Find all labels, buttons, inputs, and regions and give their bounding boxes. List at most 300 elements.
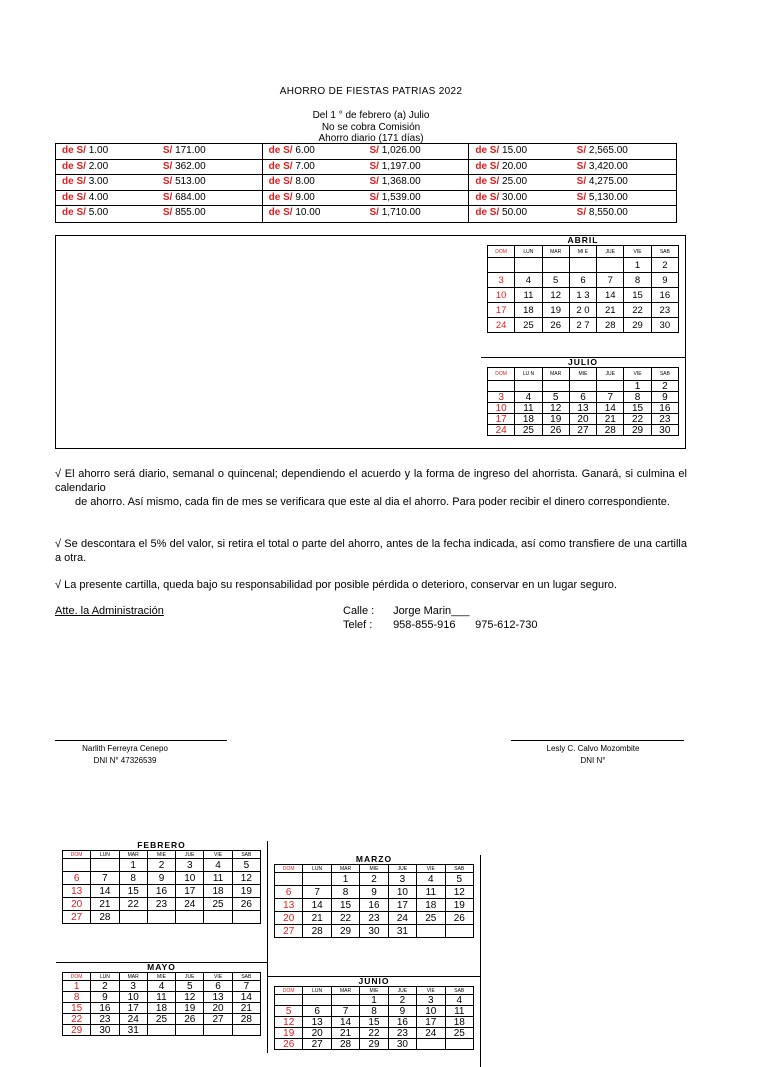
total-amount-value: 855.00 xyxy=(175,207,206,219)
day-cell: 8 xyxy=(331,886,359,899)
day-cell: 11 xyxy=(417,886,445,899)
day-cell: 29 xyxy=(63,1025,91,1036)
total-amount xyxy=(366,191,469,206)
day-cell: 17 xyxy=(488,414,515,425)
day-cell: 18 xyxy=(515,303,542,318)
total-amount-value: 8,550.00 xyxy=(588,207,628,219)
total-amount-label: S/ xyxy=(162,160,173,172)
day-cell: 8 xyxy=(360,1006,388,1017)
day-cell: 6 xyxy=(303,1006,331,1017)
day-cell xyxy=(204,1025,232,1036)
day-cell: 6 xyxy=(275,886,303,899)
day-cell: 2 xyxy=(651,381,678,392)
total-amount-value: 513.00 xyxy=(175,176,206,188)
day-cell: 26 xyxy=(275,1039,303,1050)
daily-amount xyxy=(263,175,366,190)
day-cell: 28 xyxy=(232,1014,260,1025)
total-amount-label: S/ xyxy=(162,176,173,188)
day-cell: 4 xyxy=(445,995,473,1006)
day-cell: 18 xyxy=(147,1003,175,1014)
daily-amount-value: 3.00 xyxy=(88,176,109,188)
contact-street xyxy=(343,605,470,617)
day-cell: 31 xyxy=(388,925,416,938)
day-cell: 23 xyxy=(651,303,678,318)
weekday-header-row xyxy=(488,368,679,381)
weekday-header-row xyxy=(275,987,474,995)
day-cell: 14 xyxy=(597,403,624,414)
week-row xyxy=(63,898,261,911)
day-cell: 14 xyxy=(331,1017,359,1028)
savings-option xyxy=(469,191,676,206)
day-cell: 16 xyxy=(91,1003,119,1014)
day-cell: 19 xyxy=(445,899,473,912)
weekday-header: SAB xyxy=(445,987,473,995)
day-cell: 11 xyxy=(147,992,175,1003)
week-row xyxy=(275,912,474,925)
day-cell: 25 xyxy=(204,898,232,911)
day-cell xyxy=(63,859,91,872)
day-cell: 17 xyxy=(488,303,515,318)
day-cell: 22 xyxy=(624,414,651,425)
day-cell: 15 xyxy=(624,288,651,303)
day-cell: 19 xyxy=(275,1028,303,1039)
month-calendar-abril xyxy=(481,236,685,358)
week-row xyxy=(488,258,679,273)
day-cell: 8 xyxy=(119,872,147,885)
day-cell: 9 xyxy=(651,392,678,403)
day-cell xyxy=(275,995,303,1006)
day-cell: 22 xyxy=(331,912,359,925)
daily-amount-label: de S/ xyxy=(62,191,86,203)
total-amount-value: 1,368.00 xyxy=(381,176,421,188)
day-cell: 25 xyxy=(515,318,542,333)
daily-amount xyxy=(56,191,159,206)
day-cell: 25 xyxy=(445,1028,473,1039)
day-cell: 2 xyxy=(651,258,678,273)
daily-amount xyxy=(56,144,159,159)
weekday-header-row xyxy=(275,865,474,873)
day-cell: 29 xyxy=(331,925,359,938)
day-cell: 27 xyxy=(63,911,91,924)
total-amount xyxy=(366,144,469,159)
daily-amount xyxy=(263,160,366,175)
week-row xyxy=(275,886,474,899)
day-cell: 30 xyxy=(651,318,678,333)
day-cell: 6 xyxy=(63,872,91,885)
day-cell: 17 xyxy=(119,1003,147,1014)
savings-option xyxy=(56,206,263,222)
month-name: JUNIO xyxy=(358,976,390,986)
day-cell: 11 xyxy=(515,403,542,414)
week-row xyxy=(63,1025,261,1036)
total-amount xyxy=(366,160,469,175)
weekday-header: MAR xyxy=(119,973,147,981)
daily-amount-value: 2.00 xyxy=(88,160,109,172)
total-amount-label: S/ xyxy=(369,207,379,219)
day-cell xyxy=(176,911,204,924)
day-cell: 11 xyxy=(515,288,542,303)
day-cell: 7 xyxy=(91,872,119,885)
weekday-header: MAR xyxy=(331,987,359,995)
day-cell: 30 xyxy=(388,1039,416,1050)
savings-row xyxy=(56,160,676,176)
week-row xyxy=(63,859,261,872)
day-cell xyxy=(445,1039,473,1050)
daily-amount-value: 30.00 xyxy=(502,191,528,203)
day-cell xyxy=(232,1025,260,1036)
weekday-header: MAR xyxy=(331,865,359,873)
weekday-header: LUN xyxy=(303,865,331,873)
check-icon: √ xyxy=(55,579,62,591)
daily-amount xyxy=(469,191,572,206)
month-table xyxy=(487,245,679,333)
day-cell: 26 xyxy=(445,912,473,925)
day-cell: 8 xyxy=(624,392,651,403)
total-amount-label: S/ xyxy=(162,207,173,219)
total-amount-value: 362.00 xyxy=(175,160,206,172)
daily-amount xyxy=(469,206,572,222)
week-row xyxy=(488,273,679,288)
day-cell: 12 xyxy=(232,872,260,885)
weekday-header: MAR xyxy=(542,246,569,258)
week-row xyxy=(63,911,261,924)
daily-amount-value: 1.00 xyxy=(88,145,109,156)
note-daily xyxy=(55,467,687,509)
weekday-header: MIE xyxy=(147,973,175,981)
day-cell: 3 xyxy=(488,392,515,403)
day-cell: 19 xyxy=(232,885,260,898)
day-cell xyxy=(597,258,624,273)
daily-amount-label: de S/ xyxy=(475,176,500,188)
week-row xyxy=(275,1039,474,1050)
weekday-header: MIE xyxy=(360,987,388,995)
savings-option xyxy=(469,144,676,159)
savings-option xyxy=(263,144,470,159)
note-discount xyxy=(55,537,687,565)
check-icon: √ xyxy=(55,468,62,480)
day-cell: 21 xyxy=(91,898,119,911)
month-calendar-febrero xyxy=(56,841,268,963)
weekday-header: DOM xyxy=(275,987,303,995)
day-cell: 11 xyxy=(204,872,232,885)
daily-amount-label: de S/ xyxy=(62,160,86,172)
total-amount-label: S/ xyxy=(576,191,587,203)
day-cell: 7 xyxy=(597,392,624,403)
weekday-header: MIE xyxy=(360,865,388,873)
total-amount-value: 1,026.00 xyxy=(381,145,421,156)
month-name: JULIO xyxy=(567,357,599,367)
day-cell: 5 xyxy=(232,859,260,872)
day-cell: 25 xyxy=(417,912,445,925)
day-cell: 29 xyxy=(360,1039,388,1050)
day-cell: 6 xyxy=(569,392,596,403)
day-cell: 28 xyxy=(597,318,624,333)
day-cell: 28 xyxy=(303,925,331,938)
day-cell xyxy=(176,1025,204,1036)
total-amount-value: 1,710.00 xyxy=(381,207,421,219)
total-amount xyxy=(366,175,469,190)
day-cell: 25 xyxy=(147,1014,175,1025)
month-table xyxy=(62,972,261,1036)
total-amount xyxy=(366,206,469,222)
signature-left xyxy=(55,743,195,767)
day-cell: 27 xyxy=(303,1039,331,1050)
savings-table xyxy=(55,143,677,223)
day-cell: 9 xyxy=(147,872,175,885)
day-cell: 1 xyxy=(624,381,651,392)
day-cell: 24 xyxy=(488,318,515,333)
weekday-header: JUE xyxy=(176,851,204,859)
total-amount xyxy=(573,144,676,159)
day-cell: 24 xyxy=(417,1028,445,1039)
weekday-header: JUE xyxy=(597,246,624,258)
day-cell: 12 xyxy=(176,992,204,1003)
weekday-header: DOM xyxy=(63,973,91,981)
week-row xyxy=(488,414,679,425)
total-amount-label: S/ xyxy=(576,145,587,156)
day-cell: 9 xyxy=(651,273,678,288)
savings-option xyxy=(56,160,263,175)
day-cell: 20 xyxy=(63,898,91,911)
day-cell: 20 xyxy=(275,912,303,925)
day-cell: 21 xyxy=(303,912,331,925)
daily-amount-label: de S/ xyxy=(475,145,500,156)
week-row xyxy=(63,1003,261,1014)
subtitle-block xyxy=(0,110,742,145)
day-cell: 11 xyxy=(445,1006,473,1017)
day-cell: 4 xyxy=(515,273,542,288)
weekday-header: VIE xyxy=(417,987,445,995)
savings-option xyxy=(263,206,470,222)
day-cell: 26 xyxy=(542,318,569,333)
phone-2: 975-612-730 xyxy=(475,619,538,631)
daily-amount-value: 15.00 xyxy=(502,145,528,156)
document-title: AHORRO DE FIESTAS PATRIAS 2022 xyxy=(279,86,463,97)
day-cell: 17 xyxy=(417,1017,445,1028)
weekday-header: JUE xyxy=(176,973,204,981)
day-cell: 17 xyxy=(388,899,416,912)
weekday-header: LUN xyxy=(515,246,542,258)
total-amount xyxy=(159,144,262,159)
total-amount-value: 684.00 xyxy=(175,191,206,203)
day-cell: 22 xyxy=(360,1028,388,1039)
daily-amount xyxy=(469,175,572,190)
month-calendar-marzo xyxy=(268,855,481,977)
month-calendar-junio xyxy=(268,977,481,1067)
total-amount xyxy=(159,206,262,222)
savings-option xyxy=(263,175,470,190)
day-cell: 21 xyxy=(597,303,624,318)
day-cell xyxy=(569,258,596,273)
savings-option xyxy=(469,206,676,222)
total-amount-value: 171.00 xyxy=(175,145,206,156)
day-cell: 3 xyxy=(488,273,515,288)
weekday-header: SAB xyxy=(445,865,473,873)
day-cell: 10 xyxy=(119,992,147,1003)
weekday-header: JUE xyxy=(597,368,624,381)
subtitle-line: Ahorro diario (171 días) xyxy=(318,133,424,144)
weekday-header: JUE xyxy=(388,865,416,873)
note-continuation: de ahorro. Así mismo, cada fin de mes se verificara que este al dia el ahorro. Para poder recibir el dinero correspondiente. xyxy=(75,496,670,508)
day-cell: 20 xyxy=(569,414,596,425)
street-value: Jorge Marin___ xyxy=(393,605,470,617)
day-cell: 13 xyxy=(63,885,91,898)
signer-name: Narlith Ferreyra Cenepo xyxy=(82,744,168,753)
daily-amount-label: de S/ xyxy=(475,191,500,203)
day-cell: 9 xyxy=(91,992,119,1003)
day-cell xyxy=(569,381,596,392)
daily-amount xyxy=(263,144,366,159)
street-label: Calle : xyxy=(343,605,375,617)
daily-amount-value: 10.00 xyxy=(295,207,321,219)
day-cell xyxy=(597,381,624,392)
week-row xyxy=(488,303,679,318)
month-table xyxy=(274,864,474,938)
week-row xyxy=(63,885,261,898)
day-cell: 29 xyxy=(624,318,651,333)
day-cell: 28 xyxy=(331,1039,359,1050)
day-cell: 3 xyxy=(417,995,445,1006)
month-name: ABRIL xyxy=(567,235,599,245)
day-cell: 4 xyxy=(417,873,445,886)
subtitle-line: Del 1 ° de febrero (a) Julio xyxy=(312,110,430,121)
week-row xyxy=(63,981,261,992)
weekday-header-row xyxy=(488,246,679,258)
week-row xyxy=(275,1017,474,1028)
weekday-header: LUN xyxy=(303,987,331,995)
weekday-header: LUN xyxy=(91,851,119,859)
day-cell: 22 xyxy=(63,1014,91,1025)
month-name: MAYO xyxy=(147,962,176,972)
day-cell: 16 xyxy=(388,1017,416,1028)
day-cell: 14 xyxy=(303,899,331,912)
day-cell: 19 xyxy=(176,1003,204,1014)
day-cell: 1 xyxy=(63,981,91,992)
week-row xyxy=(488,425,679,436)
week-row xyxy=(275,995,474,1006)
week-row xyxy=(63,992,261,1003)
day-cell: 10 xyxy=(417,1006,445,1017)
signer-dni: DNI N° 47326539 xyxy=(93,756,157,765)
daily-amount xyxy=(263,206,366,222)
day-cell: 26 xyxy=(232,898,260,911)
day-cell: 25 xyxy=(515,425,542,436)
weekday-header: JUE xyxy=(388,987,416,995)
day-cell: 5 xyxy=(445,873,473,886)
day-cell: 31 xyxy=(119,1025,147,1036)
total-amount-label: S/ xyxy=(576,207,587,219)
day-cell: 19 xyxy=(542,414,569,425)
day-cell: 5 xyxy=(542,392,569,403)
week-row xyxy=(488,318,679,333)
day-cell: 22 xyxy=(624,303,651,318)
week-row xyxy=(63,1014,261,1025)
weekday-header: MIE xyxy=(569,368,596,381)
day-cell: 15 xyxy=(624,403,651,414)
day-cell: 4 xyxy=(204,859,232,872)
day-cell xyxy=(515,381,542,392)
phone-1: 958-855-916 xyxy=(393,619,456,631)
day-cell: 23 xyxy=(651,414,678,425)
day-cell: 24 xyxy=(119,1014,147,1025)
day-cell: 2 7 xyxy=(569,318,596,333)
daily-amount-value: 5.00 xyxy=(88,207,109,219)
daily-amount-label: de S/ xyxy=(268,191,293,203)
day-cell: 2 xyxy=(147,859,175,872)
day-cell: 7 xyxy=(303,886,331,899)
day-cell: 26 xyxy=(176,1014,204,1025)
day-cell: 23 xyxy=(91,1014,119,1025)
week-row xyxy=(63,872,261,885)
weekday-header: SAB xyxy=(232,851,260,859)
administration-signoff: Atte. la Administración xyxy=(55,605,164,617)
day-cell: 30 xyxy=(651,425,678,436)
day-cell: 2 xyxy=(388,995,416,1006)
day-cell: 6 xyxy=(569,273,596,288)
day-cell: 10 xyxy=(388,886,416,899)
day-cell: 27 xyxy=(275,925,303,938)
day-cell xyxy=(232,911,260,924)
day-cell: 12 xyxy=(275,1017,303,1028)
day-cell: 12 xyxy=(542,288,569,303)
day-cell: 21 xyxy=(232,1003,260,1014)
day-cell: 15 xyxy=(360,1017,388,1028)
day-cell: 19 xyxy=(542,303,569,318)
day-cell xyxy=(331,995,359,1006)
note-text: El ahorro será diario, semanal o quincenal; dependiendo el acuerdo y la forma de ingreso del ahorrista. Ganará, si culmina el calendario xyxy=(55,468,687,494)
savings-option xyxy=(469,160,676,175)
daily-amount xyxy=(469,144,572,159)
day-cell: 3 xyxy=(176,859,204,872)
day-cell: 15 xyxy=(331,899,359,912)
week-row xyxy=(275,899,474,912)
day-cell: 22 xyxy=(119,898,147,911)
weekday-header: LU N xyxy=(515,368,542,381)
day-cell xyxy=(417,1039,445,1050)
day-cell: 18 xyxy=(417,899,445,912)
month-name: FEBRERO xyxy=(137,840,186,850)
note-text: Se descontara el 5% del valor, si retira el total o parte del ahorro, antes de la fecha indicada, así como transfiere de una cartilla a otra. xyxy=(55,538,687,564)
week-row xyxy=(275,925,474,938)
day-cell: 1 3 xyxy=(569,288,596,303)
savings-row xyxy=(56,206,676,222)
day-cell: 27 xyxy=(204,1014,232,1025)
day-cell: 4 xyxy=(515,392,542,403)
day-cell: 10 xyxy=(488,403,515,414)
day-cell: 18 xyxy=(445,1017,473,1028)
savings-row xyxy=(56,144,676,160)
day-cell: 15 xyxy=(63,1003,91,1014)
day-cell: 23 xyxy=(360,912,388,925)
day-cell xyxy=(147,911,175,924)
day-cell: 16 xyxy=(651,288,678,303)
day-cell: 13 xyxy=(303,1017,331,1028)
weekday-header: MIE xyxy=(147,851,175,859)
savings-option xyxy=(469,175,676,190)
day-cell: 13 xyxy=(204,992,232,1003)
day-cell: 16 xyxy=(651,403,678,414)
total-amount-label: S/ xyxy=(162,145,173,156)
note-text: La presente cartilla, queda bajo su responsabilidad por posible pérdida o deterioro, conservar en un lugar seguro. xyxy=(64,579,617,591)
day-cell xyxy=(147,1025,175,1036)
day-cell: 27 xyxy=(569,425,596,436)
day-cell: 13 xyxy=(569,403,596,414)
day-cell: 14 xyxy=(232,992,260,1003)
day-cell: 20 xyxy=(303,1028,331,1039)
total-amount xyxy=(159,191,262,206)
weekday-header: VIE xyxy=(204,973,232,981)
check-icon: √ xyxy=(55,538,62,550)
